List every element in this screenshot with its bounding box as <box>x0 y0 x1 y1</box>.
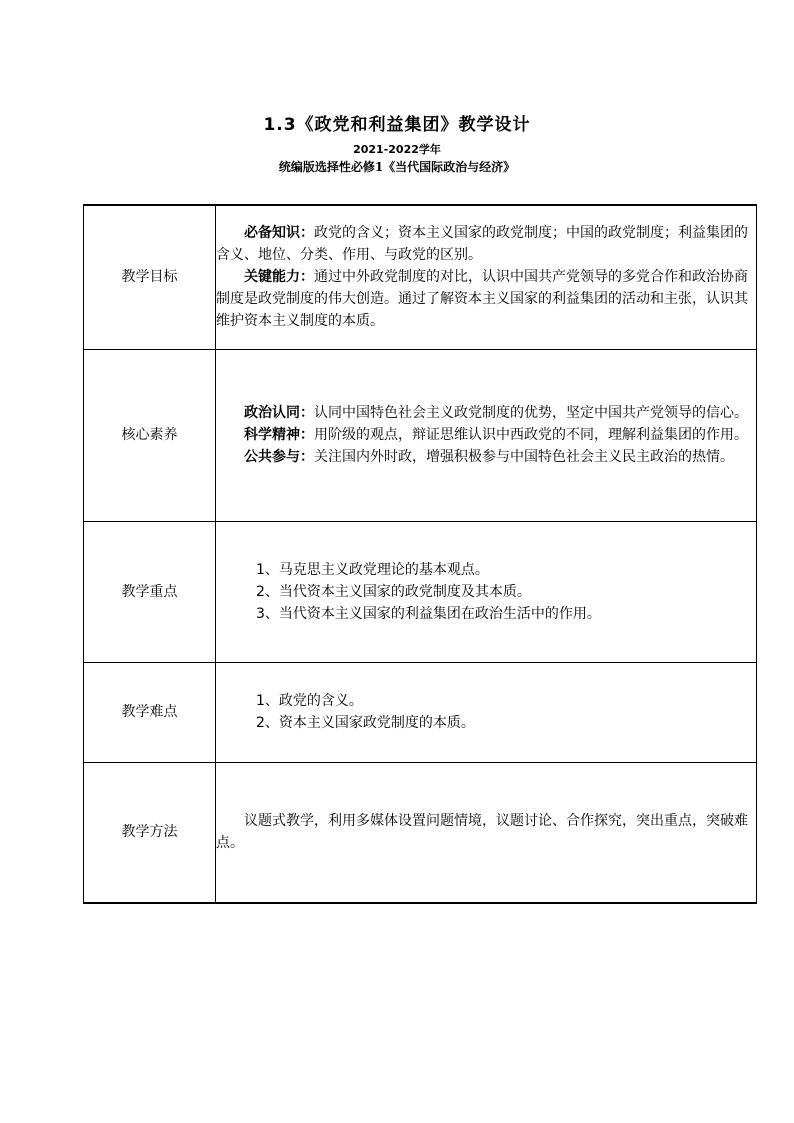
row-content <box>216 662 757 762</box>
paragraph <box>216 222 756 266</box>
document-title: 1.3《政党和利益集团》教学设计 <box>263 115 531 135</box>
table-row <box>84 349 757 521</box>
row-label: 教学方法 <box>84 762 216 903</box>
paragraph-text: 通过中外政党制度的对比，认识中国共产党领导的多党合作和政治协商制度是政党制度的伟大创造。通过了解资本主义国家的利益集团的活动和主张，认识其维护资本主义制度的本质。 <box>216 269 748 330</box>
paragraph-text: 政党的含义；资本主义国家的政党制度；中国的政党制度；利益集团的含义、地位、分类、作用、与政党的区别。 <box>216 225 748 264</box>
table-row <box>84 205 757 349</box>
row-label: 教学目标 <box>84 205 216 349</box>
paragraph-lead: 公共参与： <box>244 449 314 465</box>
row-content <box>216 762 757 903</box>
paragraph-lead: 科学精神： <box>244 427 314 443</box>
paragraph-lead: 关键能力： <box>244 269 314 286</box>
school-year: 2021-2022学年 <box>353 143 441 156</box>
paragraph <box>216 424 756 446</box>
table-row <box>84 762 757 903</box>
row-label: 教学重点 <box>84 521 216 662</box>
row-content <box>216 349 757 521</box>
paragraph <box>216 446 756 468</box>
course-name: 统编版选择性必修1《当代国际政治与经济》 <box>278 160 516 174</box>
paragraph-lead: 必备知识： <box>244 225 314 242</box>
list-item: 1、政党的含义。 <box>256 693 363 709</box>
teaching-design-table <box>83 204 757 904</box>
list-item: 2、当代资本主义国家的政党制度及其本质。 <box>256 583 531 600</box>
paragraph <box>216 266 756 332</box>
row-content <box>216 521 757 662</box>
list-item: 1、马克思主义政党理论的基本观点。 <box>256 561 489 578</box>
table-row <box>84 521 757 662</box>
paragraph <box>216 810 756 854</box>
paragraph-text: 关注国内外时政，增强积极参与中国特色社会主义民主政治的热情。 <box>314 449 734 465</box>
table-row <box>84 662 757 762</box>
paragraph-text: 议题式教学，利用多媒体设置问题情境，议题讨论、合作探究，突出重点，突破难点。 <box>216 813 748 852</box>
list-item: 2、资本主义国家政党制度的本质。 <box>256 715 475 731</box>
paragraph <box>216 402 756 424</box>
paragraph-text: 认同中国特色社会主义政党制度的优势，坚定中国共产党领导的信心。 <box>314 405 748 421</box>
row-label: 教学难点 <box>84 662 216 762</box>
paragraph-text: 用阶级的观点，辩证思维认识中西政党的不同，理解利益集团的作用。 <box>314 427 748 443</box>
row-label: 核心素养 <box>84 349 216 521</box>
row-content <box>216 205 757 349</box>
list-item: 3、当代资本主义国家的利益集团在政治生活中的作用。 <box>256 605 601 622</box>
paragraph-lead: 政治认同： <box>244 405 314 421</box>
